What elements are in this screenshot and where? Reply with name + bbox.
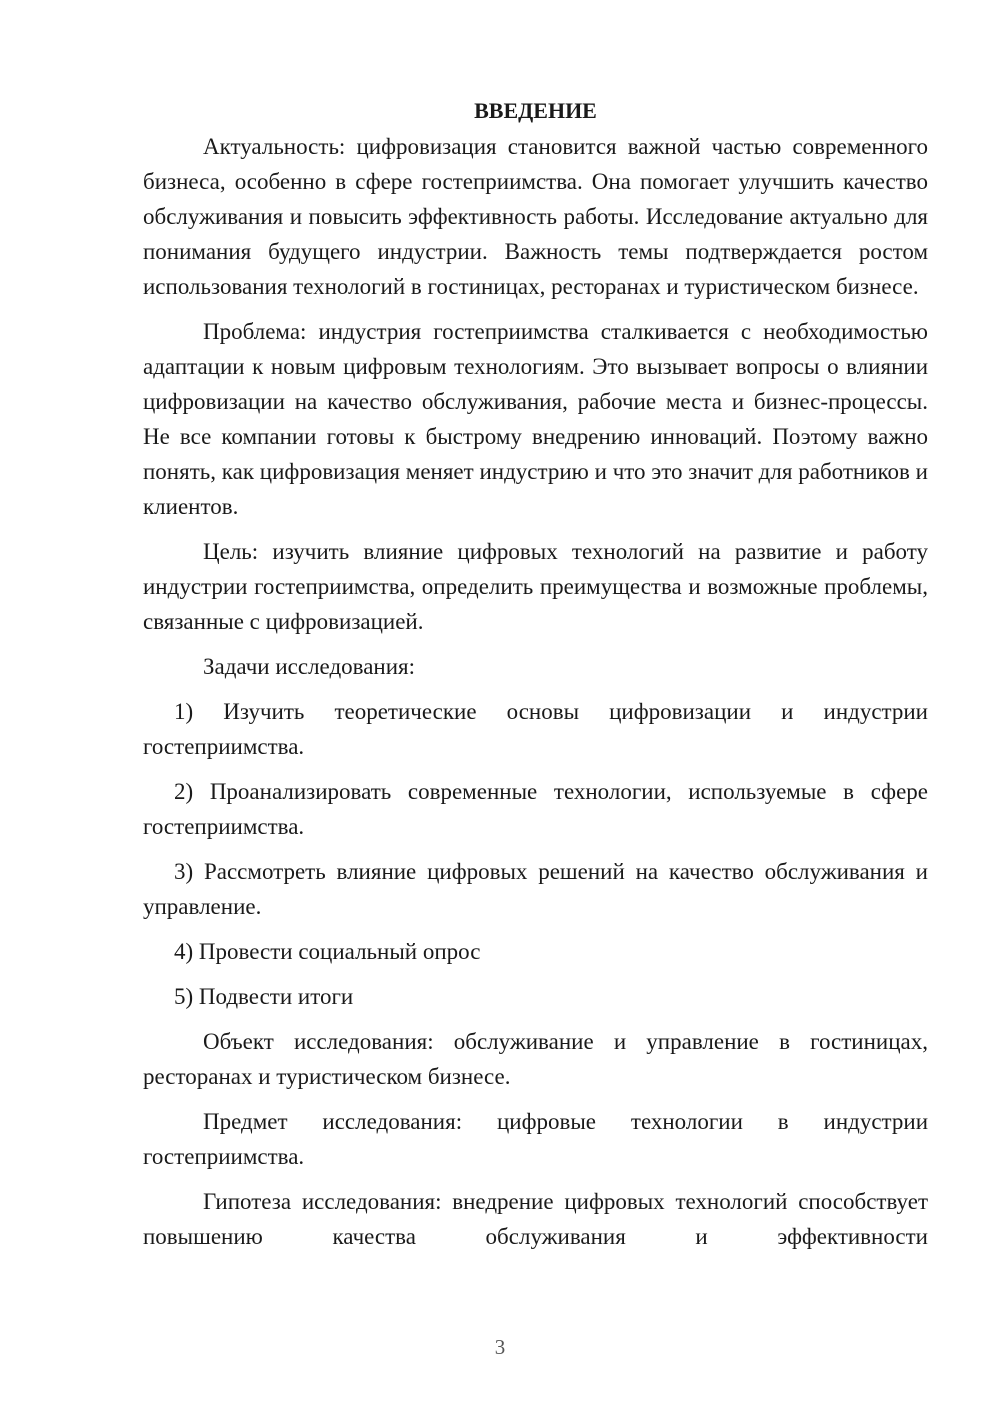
relevance-paragraph: Актуальность: цифровизация становится важной частью современного бизнеса, особенно в сфере гостеприимства. Она помогает улучшить качество обслуживания и повысить эффективность работы. Исследование актуально для понимания будущего индустрии. Важность темы подтверждается ростом использования технологий в гостиницах, ресторанах и туристическом бизнесе. bbox=[143, 134, 928, 299]
task-item: 5) Подвести итоги bbox=[174, 984, 354, 1009]
goal-paragraph: Цель: изучить влияние цифровых технологий на развитие и работу индустрии гостеприимства, определить преимущества и возможные проблемы, связанные с цифровизацией. bbox=[143, 539, 928, 634]
task-item: 1) Изучить теоретические основы цифровизации и индустрии гостеприимства. bbox=[143, 699, 928, 759]
subject-paragraph: Предмет исследования: цифровые технологии в индустрии гостеприимства. bbox=[143, 1109, 928, 1169]
problem-paragraph: Проблема: индустрия гостеприимства сталкивается с необходимостью адаптации к новым цифровым технологиям. Это вызывает вопросы о влиянии цифровизации на качество обслуживания, рабочие места и бизнес-процессы. Не все компании готовы к быстрому внедрению инноваций. Поэтому важно понять, как цифровизация меняет индустрию и что это значит для работников и клиентов. bbox=[143, 319, 928, 519]
hypothesis-paragraph: Гипотеза исследования: внедрение цифровых технологий способствует повышению качества обслуживания и эффективности bbox=[143, 1189, 928, 1249]
object-paragraph: Объект исследования: обслуживание и управление в гостиницах, ресторанах и туристическом бизнесе. bbox=[143, 1029, 928, 1089]
task-item: 4) Провести социальный опрос bbox=[174, 939, 481, 964]
task-item: 3) Рассмотреть влияние цифровых решений на качество обслуживания и управление. bbox=[143, 859, 928, 919]
tasks-heading: Задачи исследования: bbox=[203, 654, 416, 679]
task-item: 2) Проанализировать современные технологии, используемые в сфере гостеприимства. bbox=[143, 779, 928, 839]
page-body bbox=[143, 93, 928, 1254]
page-title: ВВЕДЕНИЕ bbox=[474, 98, 597, 123]
page-number: 3 bbox=[494, 1335, 506, 1359]
